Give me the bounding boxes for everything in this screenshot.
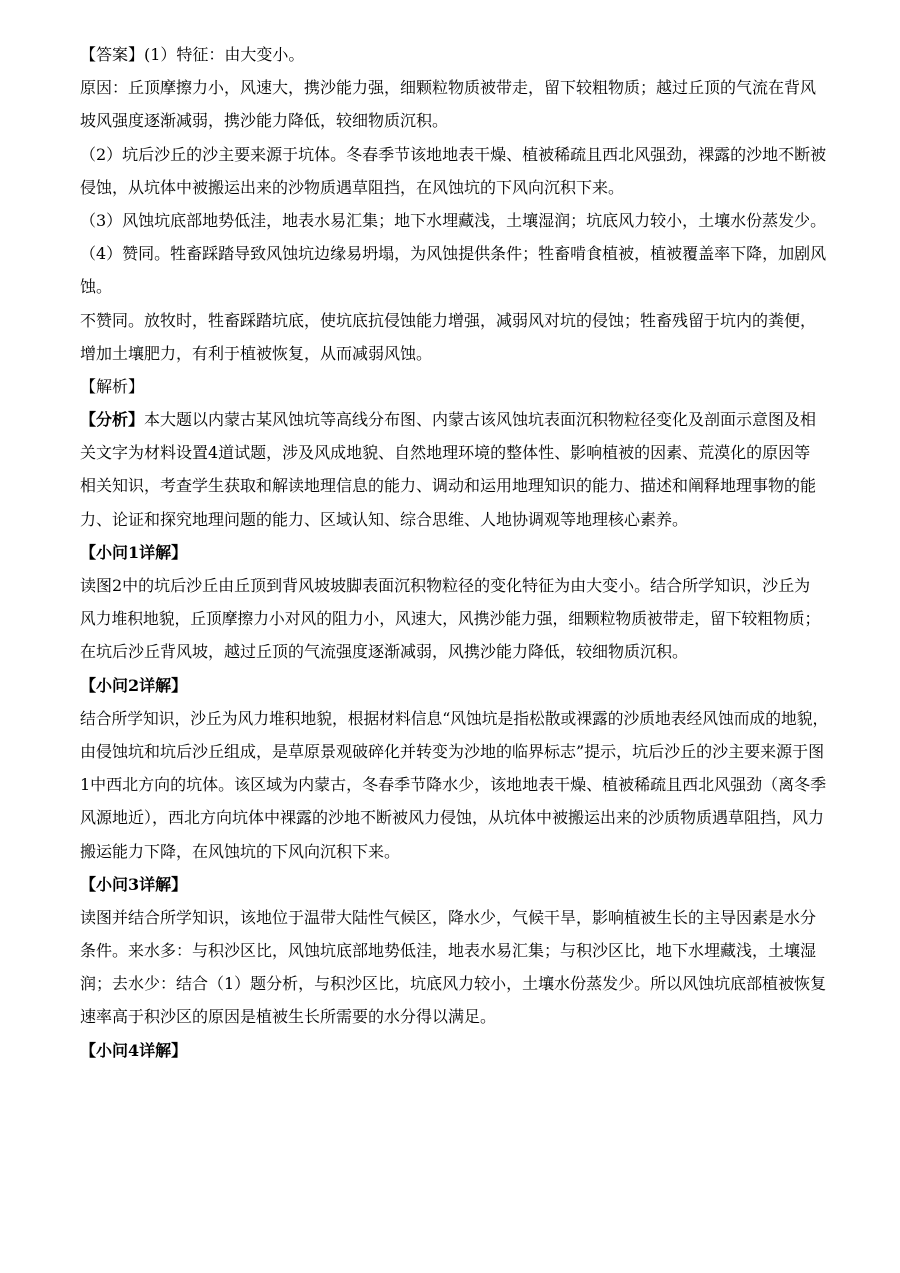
text-line: 原因：丘顶摩擦力小，风速大，携沙能力强，细颗粒物质被带走，留下较粗物质；越过丘顶的气流在背风 — [80, 78, 817, 98]
text-line: 润；去水少：结合（1）题分析，与积沙区比，坑底风力较小，土壤水份蒸发少。所以风蚀坑底部植被恢复 — [80, 974, 827, 994]
section-heading: 【小问4详解】 — [80, 1040, 188, 1060]
text-line: 读图2中的坑后沙丘由丘顶到背风坡坡脚表面沉积物粒径的变化特征为由大变小。结合所学知识，沙丘为 — [80, 576, 811, 595]
analysis-label: 【分析】 — [80, 410, 145, 430]
text-line: 关文字为材料设置4道试题，涉及风成地貌、自然地理环境的整体性、影响植被的因素、荒漠化的原因等 — [80, 443, 811, 463]
text-line: 坡风强度逐渐减弱，携沙能力降低，较细物质沉积。 — [80, 111, 449, 131]
text-line: （3）风蚀坑底部地势低洼，地表水易汇集；地下水埋藏浅，土壤湿润；坑底风力较小，土壤水份蒸发少。 — [80, 210, 827, 230]
text-line: 风力堆积地貌，丘顶摩擦力小对风的阻力小，风速大，风携沙能力强，细颗粒物质被带走，留下较粗物质； — [80, 609, 821, 629]
text-line: 1中西北方向的坑体。该区域为内蒙古，冬春季节降水少，该地地表干燥、植被稀疏且西北风强劲（离冬季 — [80, 775, 827, 795]
text-line: 力、论证和探究地理问题的能力、区域认知、综合思维、人地协调观等地理核心素养。 — [80, 509, 689, 529]
text-line: 搬运能力下降，在风蚀坑的下风向沉积下来。 — [80, 841, 401, 861]
document-page — [80, 38, 828, 1067]
text-line: （4）赞同。牲畜踩踏导致风蚀坑边缘易坍塌，为风蚀提供条件；牲畜啃食植被，植被覆盖率下降，加剧风 — [80, 244, 827, 264]
text-line: 【分析】本大题以内蒙古某风蚀坑等高线分布图、内蒙古该风蚀坑表面沉积物粒径变化及剖面示意图及相 — [80, 410, 817, 430]
text-line: 风源地近），西北方向坑体中裸露的沙地不断被风力侵蚀，从坑体中被搬运出来的沙质物质遇草阻挡，风力 — [80, 808, 825, 828]
text-line: 蚀。 — [80, 277, 113, 297]
text-line: 速率高于积沙区的原因是植被生长所需要的水分得以满足。 — [80, 1007, 497, 1027]
text-line: 相关知识，考查学生获取和解读地理信息的能力、调动和运用地理知识的能力、描述和阐释地理事物的能 — [80, 476, 817, 496]
text-line: 侵蚀，从坑体中被搬运出来的沙物质遇草阻挡，在风蚀坑的下风向沉积下来。 — [80, 177, 625, 197]
section-heading: 【小问2详解】 — [80, 675, 188, 695]
section-heading: 【小问3详解】 — [80, 874, 188, 894]
text-line: 由侵蚀坑和坑后沙丘组成，是草原景观破碎化并转变为沙地的临界标志”提示，坑后沙丘的沙主要来源于图 — [80, 741, 825, 761]
text-line: 增加土壤肥力，有利于植被恢复，从而减弱风蚀。 — [80, 343, 433, 363]
text-line: 结合所学知识，沙丘为风力堆积地貌，根据材料信息“风蚀坑是指松散或裸露的沙质地表经风蚀而成的地貌， — [80, 708, 828, 728]
text-line: 条件。来水多：与积沙区比，风蚀坑底部地势低洼，地表水易汇集；与积沙区比，地下水埋藏浅，土壤湿 — [80, 941, 817, 961]
text-line: 【答案】(1）特征：由大变小。 — [80, 45, 305, 64]
text-line: 在坑后沙丘背风坡，越过丘顶的气流强度逐渐减弱，风携沙能力降低，较细物质沉积。 — [80, 642, 689, 662]
text-line: 读图并结合所学知识，该地位于温带大陆性气候区，降水少，气候干旱，影响植被生长的主导因素是水分 — [80, 907, 817, 927]
text-line: 【解析】 — [80, 376, 145, 396]
section-heading: 【小问1详解】 — [80, 542, 188, 562]
text-line: （2）坑后沙丘的沙主要来源于坑体。冬春季节该地地表干燥、植被稀疏且西北风强劲，裸露的沙地不断被 — [80, 144, 827, 164]
text-line: 不赞同。放牧时，牲畜踩踏坑底，使坑底抗侵蚀能力增强，减弱风对坑的侵蚀；牲畜残留于坑内的粪便， — [80, 310, 817, 330]
